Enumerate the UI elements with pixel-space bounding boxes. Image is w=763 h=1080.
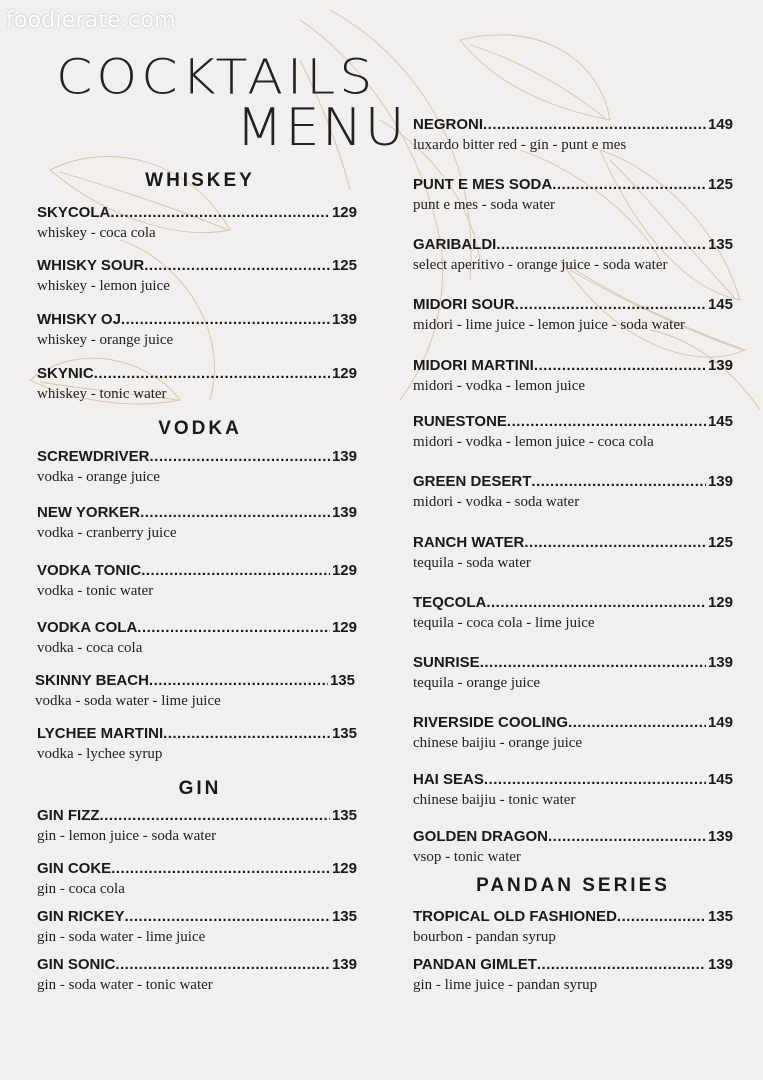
leader-dots bbox=[144, 257, 330, 275]
leader-dots bbox=[150, 448, 330, 466]
item-price: 139 bbox=[331, 504, 357, 521]
item-name: TROPICAL OLD FASHIONED bbox=[413, 908, 617, 925]
item-ingredients: whiskey - tonic water bbox=[37, 386, 167, 402]
item-price: 129 bbox=[331, 562, 357, 579]
item-price: 135 bbox=[707, 908, 733, 925]
leader-dots bbox=[140, 504, 330, 522]
item-name: RANCH WATER bbox=[413, 534, 525, 551]
item-ingredients: tequila - orange juice bbox=[413, 675, 541, 691]
leader-dots bbox=[111, 860, 330, 878]
item-name: GARIBALDI bbox=[413, 236, 497, 253]
item-price: 125 bbox=[331, 257, 357, 274]
section-title-gin: GIN bbox=[178, 778, 222, 799]
item-name: NEGRONI bbox=[413, 116, 484, 133]
item-name: MIDORI SOUR bbox=[413, 296, 515, 313]
menu-item bbox=[413, 771, 733, 809]
menu-item bbox=[37, 448, 357, 486]
menu-item bbox=[413, 357, 733, 395]
item-price: 145 bbox=[707, 771, 733, 788]
item-ingredients: midori - lime juice - lemon juice - soda water bbox=[413, 317, 685, 333]
item-ingredients: vodka - coca cola bbox=[37, 640, 143, 656]
leader-dots bbox=[163, 725, 330, 743]
item-ingredients: vodka - lychee syrup bbox=[37, 746, 163, 762]
menu-item bbox=[37, 204, 357, 242]
item-price: 125 bbox=[707, 534, 733, 551]
leader-dots bbox=[100, 807, 330, 825]
item-price: 149 bbox=[707, 116, 733, 133]
menu-item bbox=[37, 504, 357, 542]
item-ingredients: whiskey - coca cola bbox=[37, 225, 156, 241]
item-price: 135 bbox=[331, 807, 357, 824]
leader-dots bbox=[115, 956, 330, 974]
item-ingredients: vodka - orange juice bbox=[37, 469, 160, 485]
item-name: WHISKY OJ bbox=[37, 311, 121, 328]
item-name: GOLDEN DRAGON bbox=[413, 828, 548, 845]
item-ingredients: chinese baijiu - tonic water bbox=[413, 792, 576, 808]
item-ingredients: vodka - soda water - lime juice bbox=[35, 693, 221, 709]
item-name: VODKA COLA bbox=[37, 619, 138, 636]
menu-item bbox=[413, 654, 733, 692]
menu-item bbox=[37, 311, 357, 349]
item-ingredients: gin - soda water - lime juice bbox=[37, 929, 206, 945]
leader-dots bbox=[537, 956, 706, 974]
leader-dots bbox=[486, 594, 706, 612]
leader-dots bbox=[110, 204, 330, 222]
menu-item bbox=[37, 619, 357, 657]
item-name: NEW YORKER bbox=[37, 504, 141, 521]
menu-item bbox=[413, 828, 733, 866]
item-name: MIDORI MARTINI bbox=[413, 357, 534, 374]
item-ingredients: midori - vodka - lemon juice - coca cola bbox=[413, 434, 654, 450]
item-ingredients: gin - lime juice - pandan syrup bbox=[413, 977, 598, 993]
item-name: GIN FIZZ bbox=[37, 807, 100, 824]
leader-dots bbox=[507, 413, 706, 431]
item-name: SCREWDRIVER bbox=[37, 448, 150, 465]
item-price: 139 bbox=[331, 448, 357, 465]
section-title-whiskey: WHISKEY bbox=[145, 170, 255, 191]
item-ingredients: tequila - soda water bbox=[413, 555, 531, 571]
item-price: 139 bbox=[707, 828, 733, 845]
item-ingredients: select aperitivo - orange juice - soda water bbox=[413, 257, 668, 273]
leader-dots bbox=[480, 654, 706, 672]
menu-item bbox=[413, 116, 733, 154]
leader-dots bbox=[552, 176, 706, 194]
item-name: GIN COKE bbox=[37, 860, 112, 877]
item-name: PANDAN GIMLET bbox=[413, 956, 537, 973]
item-name: GREEN DESERT bbox=[413, 473, 532, 490]
item-price: 135 bbox=[331, 908, 357, 925]
item-price: 145 bbox=[707, 413, 733, 430]
menu-title-line1: COCKTAILS bbox=[56, 50, 377, 106]
leader-dots bbox=[617, 908, 706, 926]
leader-dots bbox=[484, 771, 706, 789]
item-ingredients: gin - lemon juice - soda water bbox=[37, 828, 217, 844]
item-price: 139 bbox=[331, 311, 357, 328]
item-ingredients: luxardo bitter red - gin - punt e mes bbox=[413, 137, 627, 153]
leader-dots bbox=[531, 473, 706, 491]
item-ingredients: chinese baijiu - orange juice bbox=[413, 735, 583, 751]
item-price: 139 bbox=[331, 956, 357, 973]
item-ingredients: midori - vodka - lemon juice bbox=[413, 378, 586, 394]
item-ingredients: tequila - coca cola - lime juice bbox=[413, 615, 595, 631]
item-name: GIN RICKEY bbox=[37, 908, 125, 925]
item-price: 125 bbox=[707, 176, 733, 193]
menu-item bbox=[37, 562, 357, 600]
item-name: SKYNIC bbox=[37, 365, 94, 382]
item-ingredients: gin - soda water - tonic water bbox=[37, 977, 213, 993]
item-name: GIN SONIC bbox=[37, 956, 116, 973]
item-ingredients: midori - vodka - soda water bbox=[413, 494, 580, 510]
item-price: 129 bbox=[331, 204, 357, 221]
section-title-pandan: PANDAN SERIES bbox=[476, 875, 670, 896]
item-price: 129 bbox=[331, 860, 357, 877]
menu-item bbox=[37, 725, 357, 763]
menu-item bbox=[413, 236, 733, 274]
item-ingredients: vodka - cranberry juice bbox=[37, 525, 177, 541]
item-ingredients: whiskey - orange juice bbox=[37, 332, 174, 348]
leader-dots bbox=[524, 534, 706, 552]
item-price: 135 bbox=[331, 725, 357, 742]
leader-dots bbox=[141, 562, 330, 580]
leader-dots bbox=[149, 672, 328, 690]
menu-item bbox=[37, 908, 357, 946]
item-name: TEQCOLA bbox=[413, 594, 487, 611]
item-name: SKINNY BEACH bbox=[35, 672, 149, 689]
item-price: 135 bbox=[329, 672, 355, 689]
item-name: WHISKY SOUR bbox=[37, 257, 145, 274]
menu-item bbox=[37, 956, 357, 994]
leader-dots bbox=[568, 714, 706, 732]
menu-item bbox=[37, 365, 357, 403]
item-price: 139 bbox=[707, 654, 733, 671]
item-ingredients: bourbon - pandan syrup bbox=[413, 929, 556, 945]
item-ingredients: punt e mes - soda water bbox=[413, 197, 556, 213]
menu-item bbox=[35, 672, 355, 710]
leader-dots bbox=[125, 908, 330, 926]
leader-dots bbox=[137, 619, 330, 637]
item-name: RUNESTONE bbox=[413, 413, 507, 430]
leader-dots bbox=[515, 296, 706, 314]
menu-item bbox=[413, 908, 733, 946]
item-price: 129 bbox=[707, 594, 733, 611]
item-ingredients: gin - coca cola bbox=[37, 881, 125, 897]
item-price: 145 bbox=[707, 296, 733, 313]
item-name: RIVERSIDE COOLING bbox=[413, 714, 569, 731]
menu-item bbox=[37, 257, 357, 295]
leader-dots bbox=[94, 365, 330, 383]
item-name: SUNRISE bbox=[413, 654, 480, 671]
item-price: 139 bbox=[707, 956, 733, 973]
item-name: HAI SEAS bbox=[413, 771, 484, 788]
menu-item bbox=[413, 413, 733, 451]
item-name: SKYCOLA bbox=[37, 204, 111, 221]
menu-item bbox=[413, 176, 733, 214]
item-price: 149 bbox=[707, 714, 733, 731]
menu-item bbox=[413, 296, 733, 334]
menu-item bbox=[413, 594, 733, 632]
menu-item bbox=[37, 807, 357, 845]
menu-item bbox=[413, 473, 733, 511]
menu-title-line2: MENU bbox=[235, 98, 407, 158]
item-price: 139 bbox=[707, 473, 733, 490]
leader-dots bbox=[483, 116, 706, 134]
leader-dots bbox=[496, 236, 706, 254]
leader-dots bbox=[534, 357, 706, 375]
section-title-vodka: VODKA bbox=[158, 418, 242, 439]
item-price: 129 bbox=[331, 619, 357, 636]
item-ingredients: vodka - tonic water bbox=[37, 583, 154, 599]
item-price: 135 bbox=[707, 236, 733, 253]
item-ingredients: vsop - tonic water bbox=[413, 849, 521, 865]
item-name: LYCHEE MARTINI bbox=[37, 725, 164, 742]
leader-dots bbox=[548, 828, 706, 846]
item-name: PUNT E MES SODA bbox=[413, 176, 553, 193]
item-name: VODKA TONIC bbox=[37, 562, 142, 579]
watermark: foodierate.com bbox=[6, 8, 176, 33]
leader-dots bbox=[121, 311, 330, 329]
menu-item bbox=[413, 534, 733, 572]
menu-item bbox=[413, 956, 733, 994]
item-price: 139 bbox=[707, 357, 733, 374]
menu-item bbox=[37, 860, 357, 898]
item-ingredients: whiskey - lemon juice bbox=[37, 278, 170, 294]
menu-item bbox=[413, 714, 733, 752]
item-price: 129 bbox=[331, 365, 357, 382]
